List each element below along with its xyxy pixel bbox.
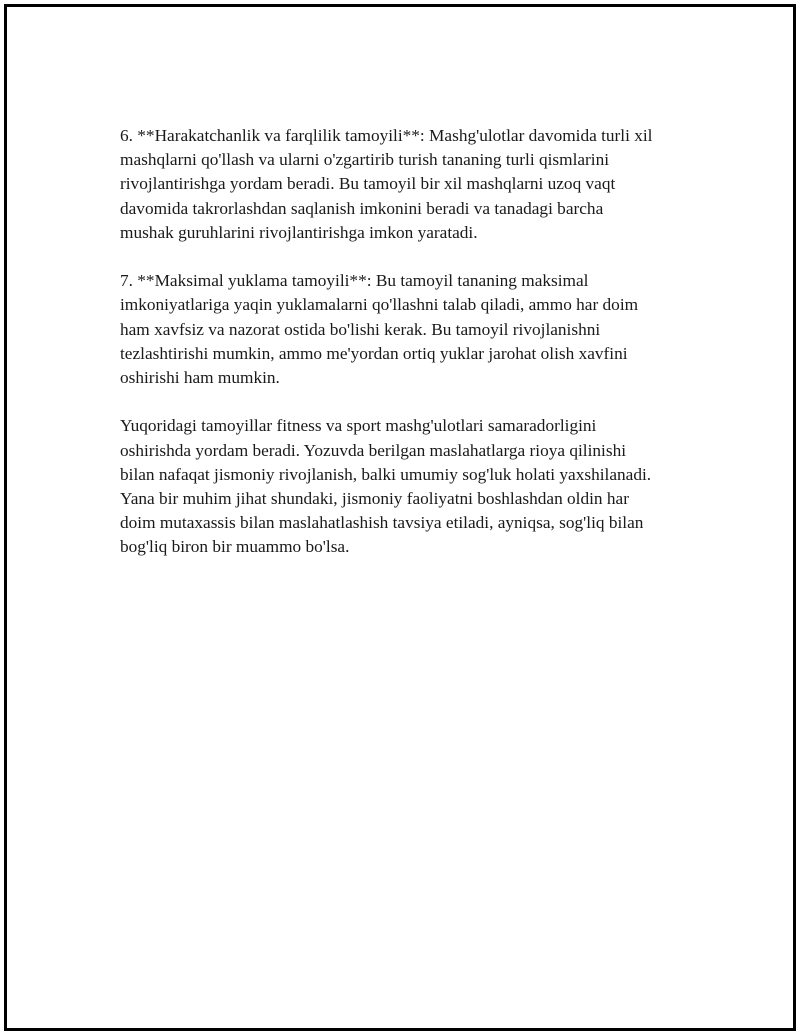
text-line: tezlashtirishi mumkin, ammo me'yordan ortiq yuklar jarohat olish xavfini: [120, 343, 628, 363]
text-line: mashqlarni qo'llash va ularni o'zgartirib turish tananing turli qismlarini: [120, 150, 610, 170]
text-line: doim mutaxassis bilan maslahatlashish tavsiya etiladi, ayniqsa, sog'liq bilan: [120, 513, 644, 533]
paragraph-principle-6: [120, 124, 710, 245]
text-line: oshirishi ham mumkin.: [120, 368, 280, 388]
text-line: Yana bir muhim jihat shundaki, jismoniy faoliyatni boshlashdan oldin har: [120, 489, 629, 509]
text-line: bog'liq biron bir muammo bo'lsa.: [120, 537, 350, 557]
text-line: bilan nafaqat jismoniy rivojlanish, balki umumiy sog'luk holati yaxshilanadi.: [120, 464, 652, 484]
text-line: imkoniyatlariga yaqin yuklamalarni qo'llashni talab qiladi, ammo har doim: [120, 295, 639, 315]
text-line: davomida takrorlashdan saqlanish imkonini beradi va tanadagi barcha: [120, 198, 604, 218]
page-border: [4, 4, 796, 1031]
text-line: rivojlantirishga yordam beradi. Bu tamoyil bir xil mashqlarni uzoq vaqt: [120, 174, 616, 194]
text-line: Yuqoridagi tamoyillar fitness va sport mashg'ulotlari samaradorligini: [120, 416, 597, 436]
text-line: oshirishda yordam beradi. Yozuvda berilgan maslahatlarga rioya qilinishi: [120, 440, 627, 460]
document-body: [120, 124, 710, 584]
paragraph-principle-7: [120, 269, 710, 390]
text-line: 7. **Maksimal yuklama tamoyili**: Bu tamoyil tananing maksimal: [120, 271, 589, 291]
text-line: mushak guruhlarini rivojlantirishga imkon yaratadi.: [120, 222, 478, 242]
paragraph-conclusion: [120, 414, 710, 559]
text-line: 6. **Harakatchanlik va farqlilik tamoyili**: Mashg'ulotlar davomida turli xil: [120, 126, 653, 145]
text-line: ham xavfsiz va nazorat ostida bo'lishi kerak. Bu tamoyil rivojlanishni: [120, 319, 601, 339]
